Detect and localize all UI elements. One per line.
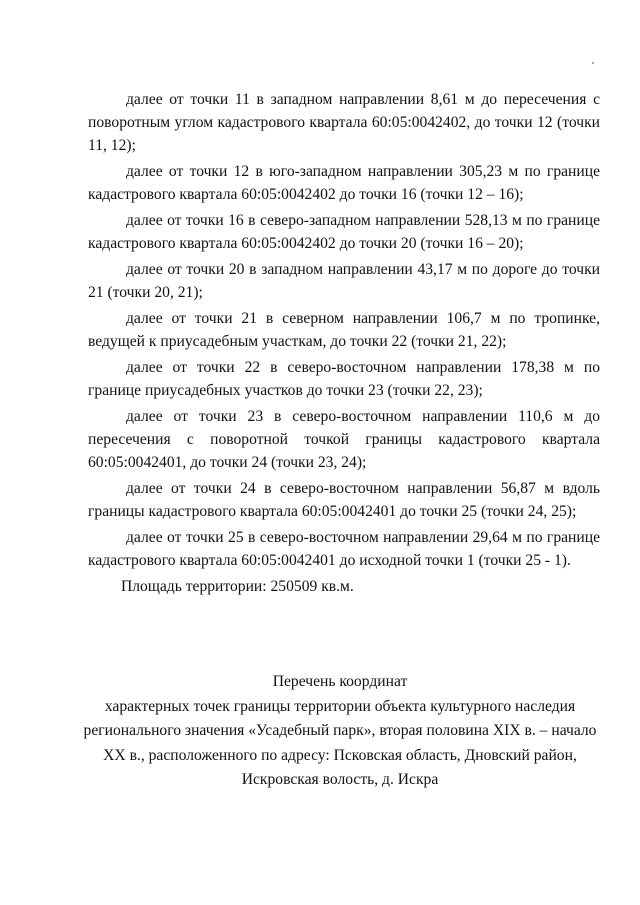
scan-speck [592,62,594,64]
boundary-paragraph: далее от точки 24 в северо-восточном направлении 56,87 м вдоль границы кадастрового квартала 60:05:0042401 до точки 25 (точки 24, 25); [88,480,600,520]
boundary-paragraph: далее от точки 11 в западном направлении 8,61 м до пересечения с поворотным углом кадастрового квартала 60:05:0042402, до точки 12 (точки 11, 12); [88,91,600,154]
boundary-paragraph: далее от точки 21 в северном направлении 106,7 м по тропинке, ведущей к приусадебным участкам, до точки 22 (точки 21, 22); [88,310,600,350]
heading-title: Перечень координат [272,673,408,690]
boundary-paragraph: далее от точки 25 в северо-восточном направлении 29,64 м по границе кадастрового квартала 60:05:0042401 до исходной точки 1 (точки 25 - 1). [88,529,600,569]
coordinates-heading [60,670,620,793]
area-statement: Площадь территории: 250509 кв.м. [121,578,354,595]
boundary-paragraph: далее от точки 16 в северо-западном направлении 528,13 м по границе кадастрового квартала 60:05:0042402 до точки 20 (точки 16 – 20); [88,212,600,252]
boundary-paragraph: далее от точки 20 в западном направлении 43,17 м по дороге до точки 21 (точки 20, 21); [88,261,600,301]
boundary-paragraph: далее от точки 23 в северо-восточном направлении 110,6 м до пересечения с поворотной точкой границы кадастрового квартала 60:05:0042401, до точки 24 (точки 23, 24); [88,408,600,471]
boundary-paragraph: далее от точки 22 в северо-восточном направлении 178,38 м по границе приусадебных участков до точки 23 (точки 22, 23); [88,359,600,399]
boundary-paragraph: далее от точки 12 в юго-западном направлении 305,23 м по границе кадастрового квартала 60:05:0042402 до точки 16 (точки 12 – 16); [88,163,600,203]
document-body [88,88,600,601]
heading-subtitle: характерных точек границы территории объекта культурного наследия регионального значения «Усадебный парк», вторая половина XIX в. – начало XX в., расположенного по адресу: Псковская область, Дновский район, Искровская волость, д. Искра [83,697,597,788]
